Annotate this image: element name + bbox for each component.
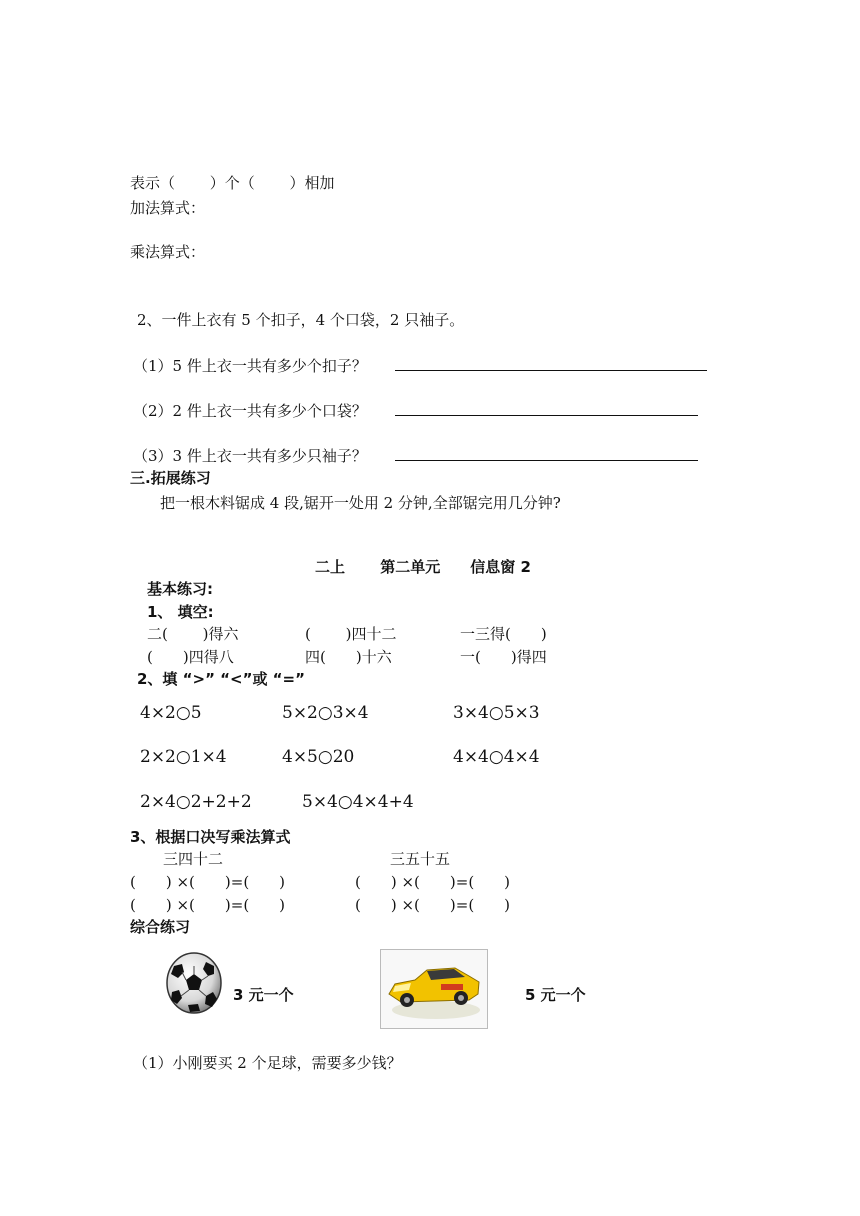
- compare-r1-c2: 5×2○3×4: [282, 703, 369, 723]
- formula-blank-1a: ( ) ×( )=( ): [130, 873, 286, 891]
- question-2-item-2: （2）2 件上衣一共有多少个口袋？: [133, 402, 367, 420]
- formula-blank-2a: ( ) ×( )=( ): [355, 873, 511, 891]
- basic-practice-heading: 基本练习:: [147, 580, 213, 598]
- fill-row2-item1: ( )四得八: [147, 648, 234, 666]
- compare-r1-c1: 4×2○5: [140, 703, 202, 723]
- fill-row1-item1: 二( )得六: [147, 625, 239, 643]
- rhyme-1: 三四十二: [163, 850, 224, 868]
- fill-row2-item3: 一( )得四: [460, 648, 547, 666]
- addition-equation-label: 加法算式：: [130, 199, 206, 217]
- combined-practice-heading: 综合练习: [130, 918, 191, 936]
- toy-car-image: [380, 949, 488, 1029]
- compare-heading: 2、填 “>” “<”或 “=”: [137, 670, 305, 688]
- compare-r2-c3: 4×4○4×4: [453, 747, 540, 767]
- fill-row2-item2: 四( )十六: [305, 648, 392, 666]
- combined-question-1: （1）小刚要买 2 个足球，需要多少钱？: [133, 1054, 402, 1072]
- question-2-item-1: （1）5 件上衣一共有多少个扣子？: [133, 357, 367, 375]
- compare-r3-c1: 2×4○2+2+2: [140, 792, 252, 812]
- answer-line-3[interactable]: [395, 460, 698, 461]
- ball-price: 3 元一个: [233, 986, 294, 1004]
- fill-row1-item2: ( )四十二: [305, 625, 397, 643]
- compare-r3-c2: 5×4○4×4+4: [302, 792, 414, 812]
- answer-line-2[interactable]: [395, 415, 698, 416]
- multiplication-equation-label: 乘法算式：: [130, 243, 206, 261]
- car-price: 5 元一个: [525, 986, 586, 1004]
- extension-problem: 把一根木料锯成 4 段,锯开一处用 2 分钟,全部锯完用几分钟?: [160, 494, 561, 512]
- compare-r2-c2: 4×5○20: [282, 747, 355, 767]
- compare-r1-c3: 3×4○5×3: [453, 703, 540, 723]
- rhyme-2: 三五十五: [390, 850, 451, 868]
- fill-row1-item3: 一三得( ): [460, 625, 547, 643]
- compare-r2-c1: 2×2○1×4: [140, 747, 227, 767]
- fill-blank-heading: 1、 填空:: [147, 603, 214, 621]
- formula-blank-2b: ( ) ×( )=( ): [355, 896, 511, 914]
- rhyme-heading: 3、根据口决写乘法算式: [130, 828, 291, 846]
- question-2-stem: 2、一件上衣有 5 个扣子，4 个口袋，2 只袖子。: [137, 311, 465, 329]
- soccer-ball-image: [166, 952, 222, 1014]
- section-title: 二上 第二单元 信息窗 2: [315, 558, 531, 576]
- extension-heading: 三.拓展练习: [130, 469, 211, 487]
- represents-line: 表示（ ）个（ ）相加: [130, 174, 335, 192]
- answer-line-1[interactable]: [395, 370, 707, 371]
- question-2-item-3: （3）3 件上衣一共有多少只袖子？: [133, 447, 367, 465]
- formula-blank-1b: ( ) ×( )=( ): [130, 896, 286, 914]
